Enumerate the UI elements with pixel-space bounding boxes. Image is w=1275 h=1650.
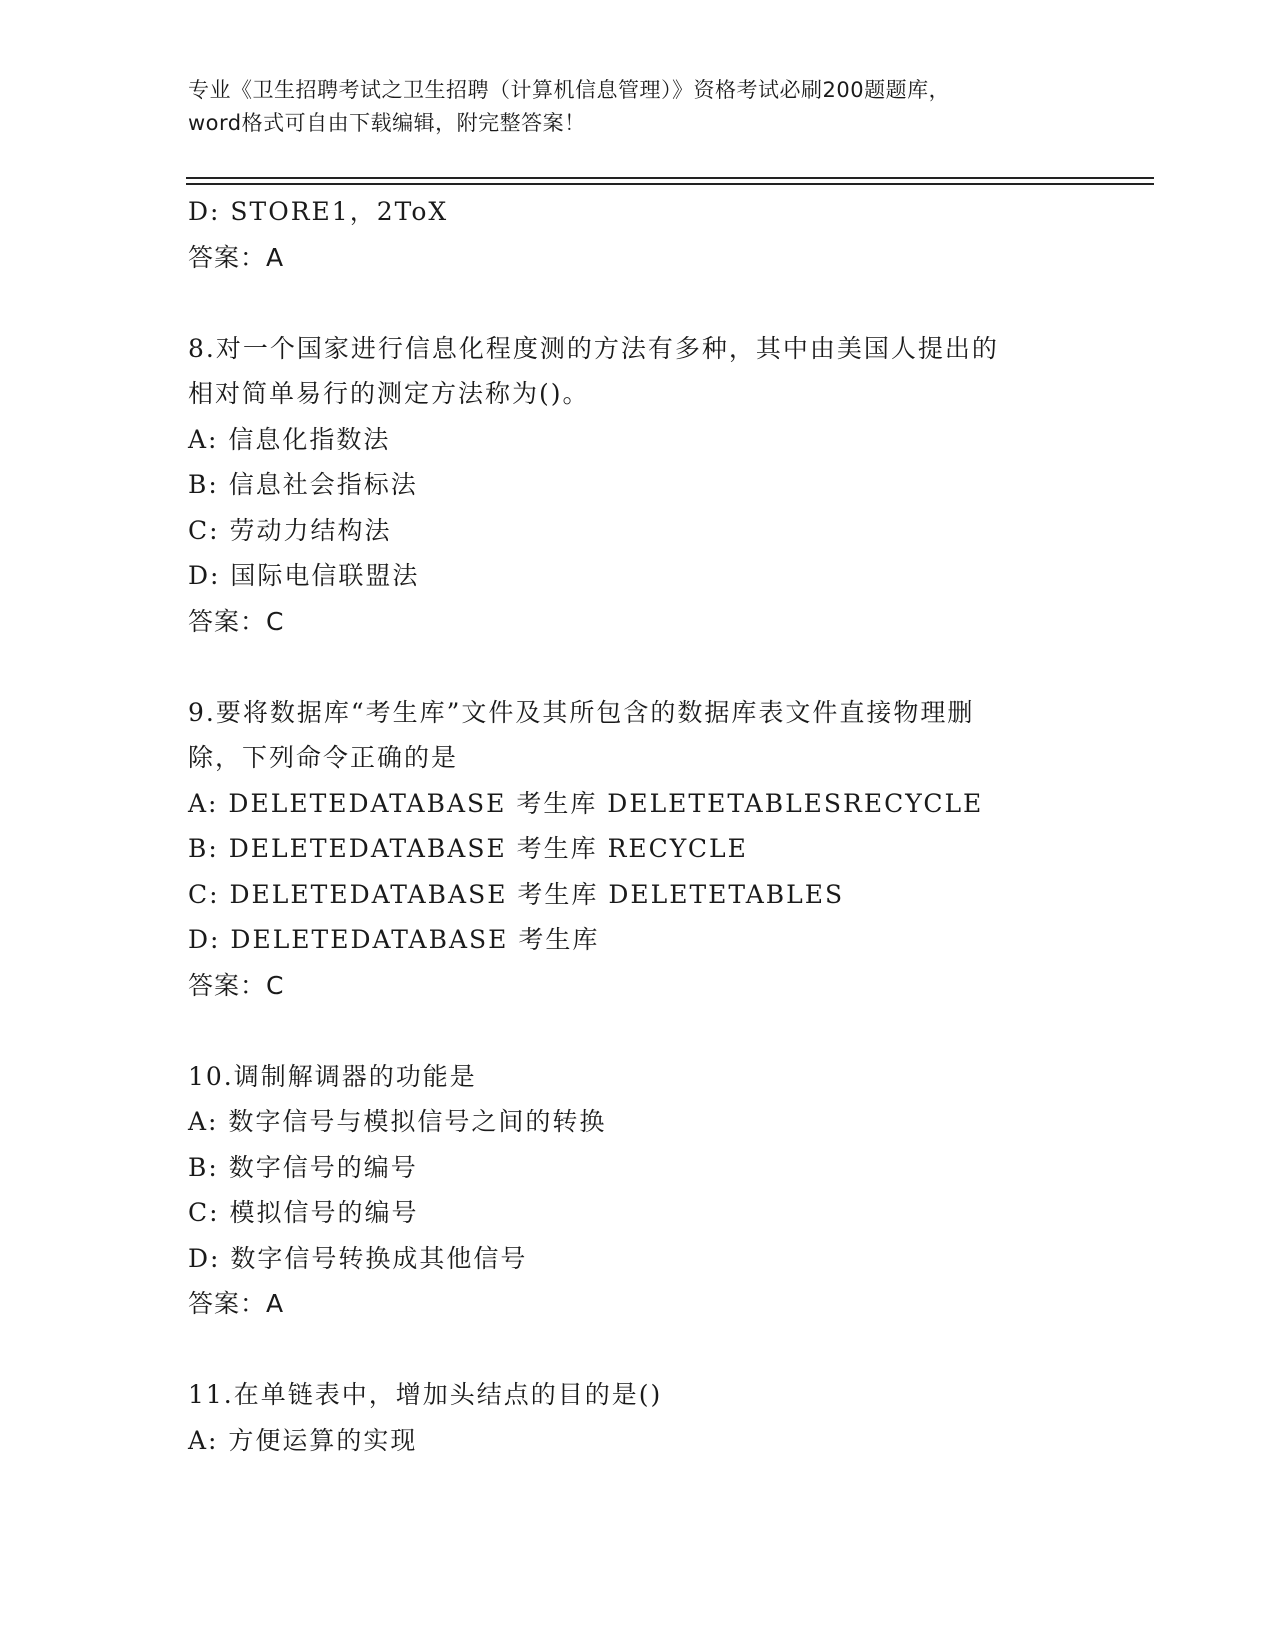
- question-stem: 11.在单链表中，增加头结点的目的是(): [188, 1380, 663, 1409]
- option-c: C: 劳动力结构法: [188, 515, 392, 545]
- answer-line: 答案：A: [188, 1289, 285, 1318]
- header-rule-top: [186, 177, 1154, 179]
- option-d: D: STORE1，2ToX: [188, 197, 449, 226]
- question-stem: 10.调制解调器的功能是: [188, 1061, 477, 1091]
- question-stem: 相对简单易行的测定方法称为()。: [188, 379, 590, 408]
- spacer: [188, 280, 1088, 326]
- option-b: B: DELETEDATABASE 考生库 RECYCLE: [188, 834, 748, 863]
- question-stem: 8.对一个国家进行信息化程度测的方法有多种，其中由美国人提出的: [188, 333, 999, 363]
- question-stem: 9.要将数据库“考生库”文件及其所包含的数据库表文件直接物理删: [188, 697, 975, 727]
- option-a: A: 方便运算的实现: [188, 1425, 418, 1455]
- option-b: B: 信息社会指标法: [188, 470, 418, 499]
- spacer: [188, 1327, 1088, 1373]
- spacer: [188, 644, 1088, 690]
- header-line-2: word格式可自由下载编辑，附完整答案！: [188, 111, 586, 135]
- document-header: [188, 74, 1088, 140]
- answer-line: 答案：A: [188, 242, 285, 272]
- option-d: D: 数字信号转换成其他信号: [188, 1243, 528, 1273]
- header-rule-bottom: [186, 183, 1154, 185]
- header-line-1: 专业《卫生招聘考试之卫生招聘（计算机信息管理）》资格考试必刷200题题库，: [188, 78, 951, 102]
- answer-line: 答案：C: [188, 970, 285, 1000]
- option-d: D: DELETEDATABASE 考生库: [188, 925, 600, 954]
- question-stem: 除，下列命令正确的是: [188, 743, 459, 772]
- option-a: A: DELETEDATABASE 考生库 DELETETABLESRECYCLE: [188, 788, 984, 818]
- answer-line: 答案：C: [188, 606, 285, 636]
- option-c: C: 模拟信号的编号: [188, 1198, 419, 1227]
- spacer: [188, 1008, 1088, 1054]
- question-list: [188, 189, 1088, 1463]
- option-c: C: DELETEDATABASE 考生库 DELETETABLES: [188, 879, 845, 909]
- option-d: D: 国际电信联盟法: [188, 561, 420, 590]
- option-a: A: 信息化指数法: [188, 424, 391, 454]
- option-b: B: 数字信号的编号: [188, 1152, 418, 1182]
- option-a: A: 数字信号与模拟信号之间的转换: [188, 1107, 607, 1136]
